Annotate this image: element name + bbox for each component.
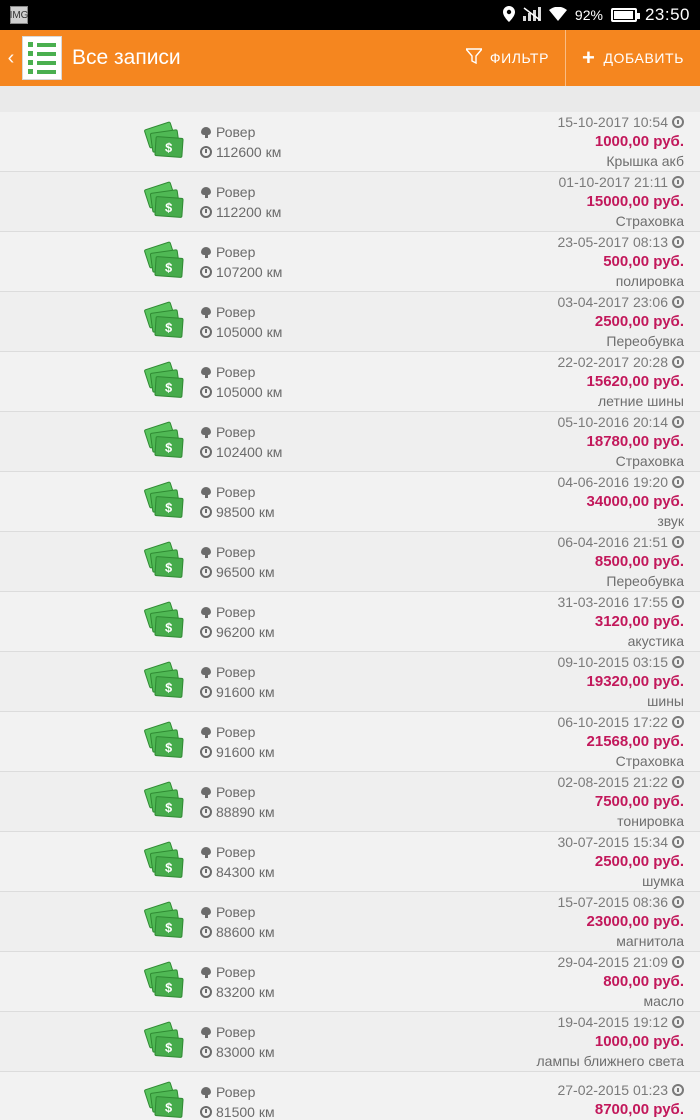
car-pin-icon <box>200 906 212 918</box>
status-bar-left <box>10 6 503 24</box>
table-row[interactable] <box>0 652 700 712</box>
date-label: 06-04-2016 21:51 <box>557 534 668 550</box>
car-pin-icon <box>200 246 212 258</box>
amount-label: 34000,00 руб. <box>586 493 684 510</box>
clock-icon <box>672 656 684 668</box>
funnel-icon <box>466 48 482 69</box>
record-details-cell <box>350 234 686 289</box>
money-icon: $ <box>146 425 186 459</box>
record-vehicle-cell <box>200 664 350 700</box>
plus-icon: + <box>582 45 596 70</box>
date-label: 27-02-2015 01:23 <box>557 1082 668 1098</box>
date-line <box>557 654 684 670</box>
vehicle-line <box>200 724 350 740</box>
odometer-label: 91600 км <box>216 683 275 700</box>
table-row[interactable] <box>0 712 700 772</box>
list-top-spacer <box>0 86 700 112</box>
record-details-cell <box>350 1014 686 1069</box>
table-row[interactable] <box>0 232 700 292</box>
filter-button[interactable] <box>450 30 565 86</box>
clock-icon <box>672 1016 684 1028</box>
odometer-icon <box>200 446 212 458</box>
vehicle-line <box>200 184 350 200</box>
car-pin-icon <box>200 846 212 858</box>
vehicle-line <box>200 904 350 920</box>
car-pin-icon <box>200 966 212 978</box>
odometer-label: 112200 км <box>216 203 282 220</box>
note-label: шины <box>647 693 684 709</box>
vehicle-label: Ровер <box>216 423 256 440</box>
date-line <box>557 1082 684 1098</box>
car-pin-icon <box>200 186 212 198</box>
money-icon: $ <box>146 1025 186 1059</box>
odometer-icon <box>200 386 212 398</box>
vehicle-label: Ровер <box>216 543 256 560</box>
vehicle-line <box>200 304 350 320</box>
app-bar <box>0 30 700 86</box>
note-label: магнитола <box>616 933 684 949</box>
odometer-label: 107200 км <box>216 263 283 280</box>
vehicle-label: Ровер <box>216 663 256 680</box>
odometer-label: 81500 км <box>216 1103 275 1120</box>
add-button[interactable] <box>565 30 700 86</box>
image-icon: IMG <box>10 6 28 24</box>
note-label: шумка <box>642 873 684 889</box>
odometer-icon <box>200 566 212 578</box>
date-label: 03-04-2017 23:06 <box>557 294 668 310</box>
money-icon: $ <box>146 365 186 399</box>
amount-label: 500,00 руб. <box>603 253 684 270</box>
record-details-cell <box>350 714 686 769</box>
vehicle-line <box>200 1024 350 1040</box>
table-row[interactable] <box>0 472 700 532</box>
car-pin-icon <box>200 606 212 618</box>
records-list[interactable] <box>0 86 700 1120</box>
table-row[interactable] <box>0 172 700 232</box>
record-icon-cell <box>0 1085 200 1119</box>
battery-percent-label: 92% <box>574 7 603 23</box>
record-details-cell <box>350 954 686 1009</box>
amount-label: 3120,00 руб. <box>594 613 684 630</box>
car-pin-icon <box>200 1026 212 1038</box>
odometer-icon <box>200 626 212 638</box>
record-vehicle-cell <box>200 124 350 160</box>
amount-label: 19320,00 руб. <box>586 673 684 690</box>
amount-label: 21568,00 руб. <box>586 733 684 750</box>
date-label: 02-08-2015 21:22 <box>557 774 668 790</box>
vehicle-line <box>200 604 350 620</box>
note-label: Страховка <box>615 453 684 469</box>
record-vehicle-cell <box>200 724 350 760</box>
clock-icon <box>672 476 684 488</box>
record-icon-cell <box>0 305 200 339</box>
date-line <box>557 114 684 130</box>
amount-label: 2500,00 руб. <box>594 853 684 870</box>
odometer-icon <box>200 686 212 698</box>
note-label: Крышка акб <box>606 153 684 169</box>
record-icon-cell <box>0 905 200 939</box>
date-line <box>557 234 684 250</box>
money-icon: $ <box>146 605 186 639</box>
record-vehicle-cell <box>200 364 350 400</box>
odometer-label: 83000 км <box>216 1043 275 1060</box>
date-line <box>557 714 684 730</box>
vehicle-line <box>200 664 350 680</box>
date-line <box>557 294 684 310</box>
odometer-icon <box>200 146 212 158</box>
money-icon: $ <box>146 845 186 879</box>
money-icon: $ <box>146 965 186 999</box>
date-label: 29-04-2015 21:09 <box>557 954 668 970</box>
vehicle-label: Ровер <box>216 183 256 200</box>
record-vehicle-cell <box>200 184 350 220</box>
note-label: Страховка <box>615 213 684 229</box>
amount-label: 7500,00 руб. <box>594 793 684 810</box>
date-label: 05-10-2016 20:14 <box>557 414 668 430</box>
date-label: 15-10-2017 10:54 <box>557 114 668 130</box>
date-line <box>557 414 684 430</box>
money-icon: $ <box>146 485 186 519</box>
vehicle-line <box>200 124 350 140</box>
car-pin-icon <box>200 486 212 498</box>
vehicle-line <box>200 844 350 860</box>
record-icon-cell <box>0 725 200 759</box>
clock-icon <box>672 176 684 188</box>
odometer-icon <box>200 866 212 878</box>
date-line <box>557 1014 684 1030</box>
table-row[interactable] <box>0 1012 700 1072</box>
odometer-line <box>200 924 350 940</box>
filter-label: ФИЛЬТР <box>489 50 550 66</box>
note-label: лампы ближнего света <box>536 1053 684 1069</box>
table-row[interactable] <box>0 892 700 952</box>
record-details-cell <box>350 294 686 349</box>
odometer-icon <box>200 986 212 998</box>
date-line <box>559 174 685 190</box>
date-line <box>557 894 684 910</box>
record-vehicle-cell <box>200 964 350 1000</box>
record-vehicle-cell <box>200 1084 350 1120</box>
record-details-cell <box>350 1082 686 1120</box>
vehicle-line <box>200 484 350 500</box>
vehicle-label: Ровер <box>216 1023 256 1040</box>
vehicle-line <box>200 364 350 380</box>
odometer-line <box>200 384 350 400</box>
odometer-label: 83200 км <box>216 983 275 1000</box>
date-label: 31-03-2016 17:55 <box>557 594 668 610</box>
date-line <box>557 774 684 790</box>
clock-icon <box>672 416 684 428</box>
vehicle-line <box>200 424 350 440</box>
rows-container <box>0 112 700 1120</box>
record-icon-cell <box>0 365 200 399</box>
clock-icon <box>672 356 684 368</box>
car-pin-icon <box>200 726 212 738</box>
record-icon-cell <box>0 845 200 879</box>
odometer-line <box>200 864 350 880</box>
record-vehicle-cell <box>200 904 350 940</box>
clock-icon <box>672 1084 684 1096</box>
money-icon: $ <box>146 305 186 339</box>
vehicle-label: Ровер <box>216 783 256 800</box>
record-icon-cell <box>0 125 200 159</box>
status-clock: 23:50 <box>644 5 690 24</box>
amount-label: 18780,00 руб. <box>586 433 684 450</box>
location-icon <box>503 6 515 25</box>
money-icon: $ <box>146 905 186 939</box>
amount-label: 8700,00 руб. <box>594 1101 684 1118</box>
amount-label: 15000,00 руб. <box>586 193 684 210</box>
record-icon-cell <box>0 485 200 519</box>
car-pin-icon <box>200 1086 212 1098</box>
amount-label: 800,00 руб. <box>603 973 684 990</box>
odometer-line <box>200 144 350 160</box>
record-details-cell <box>350 834 686 889</box>
table-row[interactable] <box>0 952 700 1012</box>
vehicle-line <box>200 544 350 560</box>
odometer-icon <box>200 746 212 758</box>
vehicle-line <box>200 784 350 800</box>
vehicle-label: Ровер <box>216 903 256 920</box>
table-row[interactable] <box>0 592 700 652</box>
odometer-line <box>200 1044 350 1060</box>
vehicle-label: Ровер <box>216 843 256 860</box>
odometer-label: 88600 км <box>216 923 275 940</box>
record-vehicle-cell <box>200 484 350 520</box>
record-details-cell <box>350 534 686 589</box>
money-icon: $ <box>146 725 186 759</box>
record-details-cell <box>350 114 686 169</box>
date-line <box>557 594 684 610</box>
record-details-cell <box>350 774 686 829</box>
record-details-cell <box>350 654 686 709</box>
note-label: полировка <box>615 273 684 289</box>
date-label: 15-07-2015 08:36 <box>557 894 668 910</box>
odometer-label: 102400 км <box>216 443 283 460</box>
odometer-line <box>200 744 350 760</box>
record-icon-cell <box>0 665 200 699</box>
record-icon-cell <box>0 425 200 459</box>
odometer-label: 112600 км <box>216 143 282 160</box>
record-details-cell <box>350 174 686 229</box>
money-icon: $ <box>146 665 186 699</box>
record-vehicle-cell <box>200 544 350 580</box>
odometer-icon <box>200 1046 212 1058</box>
clock-icon <box>672 116 684 128</box>
record-vehicle-cell <box>200 604 350 640</box>
car-pin-icon <box>200 666 212 678</box>
note-label: звук <box>657 513 684 529</box>
odometer-icon <box>200 326 212 338</box>
date-label: 22-02-2017 20:28 <box>557 354 668 370</box>
record-details-cell <box>350 354 686 409</box>
odometer-line <box>200 564 350 580</box>
date-label: 23-05-2017 08:13 <box>557 234 668 250</box>
record-icon-cell <box>0 785 200 819</box>
table-row[interactable] <box>0 772 700 832</box>
battery-icon <box>611 8 637 22</box>
clock-icon <box>672 716 684 728</box>
status-bar <box>0 0 700 30</box>
money-icon: $ <box>146 185 186 219</box>
clock-icon <box>672 776 684 788</box>
odometer-line <box>200 264 350 280</box>
odometer-label: 105000 км <box>216 323 283 340</box>
vehicle-line <box>200 1084 350 1100</box>
vehicle-label: Ровер <box>216 963 256 980</box>
vehicle-label: Ровер <box>216 363 256 380</box>
vehicle-label: Ровер <box>216 303 256 320</box>
odometer-label: 98500 км <box>216 503 275 520</box>
amount-label: 23000,00 руб. <box>586 913 684 930</box>
record-icon-cell <box>0 965 200 999</box>
car-pin-icon <box>200 786 212 798</box>
odometer-line <box>200 444 350 460</box>
table-row[interactable] <box>0 112 700 172</box>
odometer-line <box>200 804 350 820</box>
date-label: 01-10-2017 21:11 <box>558 174 668 190</box>
car-pin-icon <box>200 306 212 318</box>
odometer-label: 88890 км <box>216 803 275 820</box>
record-details-cell <box>350 594 686 649</box>
clock-icon <box>672 596 684 608</box>
date-line <box>557 474 684 490</box>
money-icon: $ <box>146 1085 186 1119</box>
status-bar-right <box>503 5 690 25</box>
clock-icon <box>672 836 684 848</box>
page-title: Все записи <box>72 46 181 69</box>
money-icon: $ <box>146 545 186 579</box>
vehicle-label: Ровер <box>216 603 256 620</box>
vehicle-line <box>200 964 350 980</box>
odometer-label: 91600 км <box>216 743 275 760</box>
wifi-icon <box>549 7 567 24</box>
odometer-icon <box>200 266 212 278</box>
odometer-label: 96500 км <box>216 563 275 580</box>
clock-icon <box>672 896 684 908</box>
odometer-label: 105000 км <box>216 383 283 400</box>
car-pin-icon <box>200 426 212 438</box>
odometer-line <box>200 624 350 640</box>
record-vehicle-cell <box>200 844 350 880</box>
vehicle-label: Ровер <box>216 1083 256 1100</box>
table-row[interactable] <box>0 352 700 412</box>
clock-icon <box>672 296 684 308</box>
date-line <box>557 954 684 970</box>
table-row[interactable] <box>0 292 700 352</box>
record-vehicle-cell <box>200 304 350 340</box>
odometer-line <box>200 204 350 220</box>
record-vehicle-cell <box>200 784 350 820</box>
table-row[interactable] <box>0 412 700 472</box>
note-label: акустика <box>627 633 684 649</box>
date-label: 09-10-2015 03:15 <box>557 654 668 670</box>
back-button[interactable]: ‹ <box>7 46 15 69</box>
vehicle-label: Ровер <box>216 723 256 740</box>
odometer-icon <box>200 506 212 518</box>
clock-icon <box>672 956 684 968</box>
record-details-cell <box>350 474 686 529</box>
vehicle-label: Ровер <box>216 483 256 500</box>
note-label: масло <box>643 993 684 1009</box>
odometer-line <box>200 984 350 1000</box>
amount-label: 1000,00 руб. <box>594 1033 684 1050</box>
amount-label: 1000,00 руб. <box>594 133 684 150</box>
app-bar-actions <box>450 30 700 86</box>
table-row[interactable] <box>0 1072 700 1120</box>
vehicle-label: Ровер <box>216 243 256 260</box>
add-label: ДОБАВИТЬ <box>603 50 684 66</box>
vehicle-label: Ровер <box>216 123 256 140</box>
record-vehicle-cell <box>200 424 350 460</box>
note-label: Переобувка <box>606 573 684 589</box>
odometer-icon <box>200 1106 212 1118</box>
amount-label: 15620,00 руб. <box>586 373 684 390</box>
table-row[interactable] <box>0 532 700 592</box>
record-details-cell <box>350 414 686 469</box>
money-icon: $ <box>146 245 186 279</box>
amount-label: 8500,00 руб. <box>594 553 684 570</box>
signal-icon <box>523 7 541 24</box>
record-icon-cell <box>0 545 200 579</box>
money-icon: $ <box>146 125 186 159</box>
record-icon-cell <box>0 605 200 639</box>
clock-icon <box>672 536 684 548</box>
date-label: 04-06-2016 19:20 <box>557 474 668 490</box>
odometer-label: 96200 км <box>216 623 275 640</box>
odometer-line <box>200 684 350 700</box>
record-icon-cell <box>0 1025 200 1059</box>
table-row[interactable] <box>0 832 700 892</box>
date-line <box>557 354 684 370</box>
record-icon-cell <box>0 245 200 279</box>
amount-label: 2500,00 руб. <box>594 313 684 330</box>
odometer-label: 84300 км <box>216 863 275 880</box>
record-vehicle-cell <box>200 1024 350 1060</box>
odometer-icon <box>200 926 212 938</box>
date-label: 19-04-2015 19:12 <box>557 1014 668 1030</box>
date-line <box>557 534 684 550</box>
date-line <box>557 834 684 850</box>
note-label: Страховка <box>615 753 684 769</box>
clock-icon <box>672 236 684 248</box>
date-label: 30-07-2015 15:34 <box>557 834 668 850</box>
odometer-icon <box>200 806 212 818</box>
odometer-line <box>200 504 350 520</box>
odometer-line <box>200 1104 350 1120</box>
list-icon[interactable] <box>22 36 62 80</box>
record-details-cell <box>350 894 686 949</box>
odometer-icon <box>200 206 212 218</box>
note-label: Переобувка <box>606 333 684 349</box>
note-label: тонировка <box>617 813 684 829</box>
money-icon: $ <box>146 785 186 819</box>
record-icon-cell <box>0 185 200 219</box>
car-pin-icon <box>200 126 212 138</box>
car-pin-icon <box>200 546 212 558</box>
date-label: 06-10-2015 17:22 <box>557 714 668 730</box>
record-vehicle-cell <box>200 244 350 280</box>
vehicle-line <box>200 244 350 260</box>
odometer-line <box>200 324 350 340</box>
note-label: летние шины <box>598 393 684 409</box>
car-pin-icon <box>200 366 212 378</box>
